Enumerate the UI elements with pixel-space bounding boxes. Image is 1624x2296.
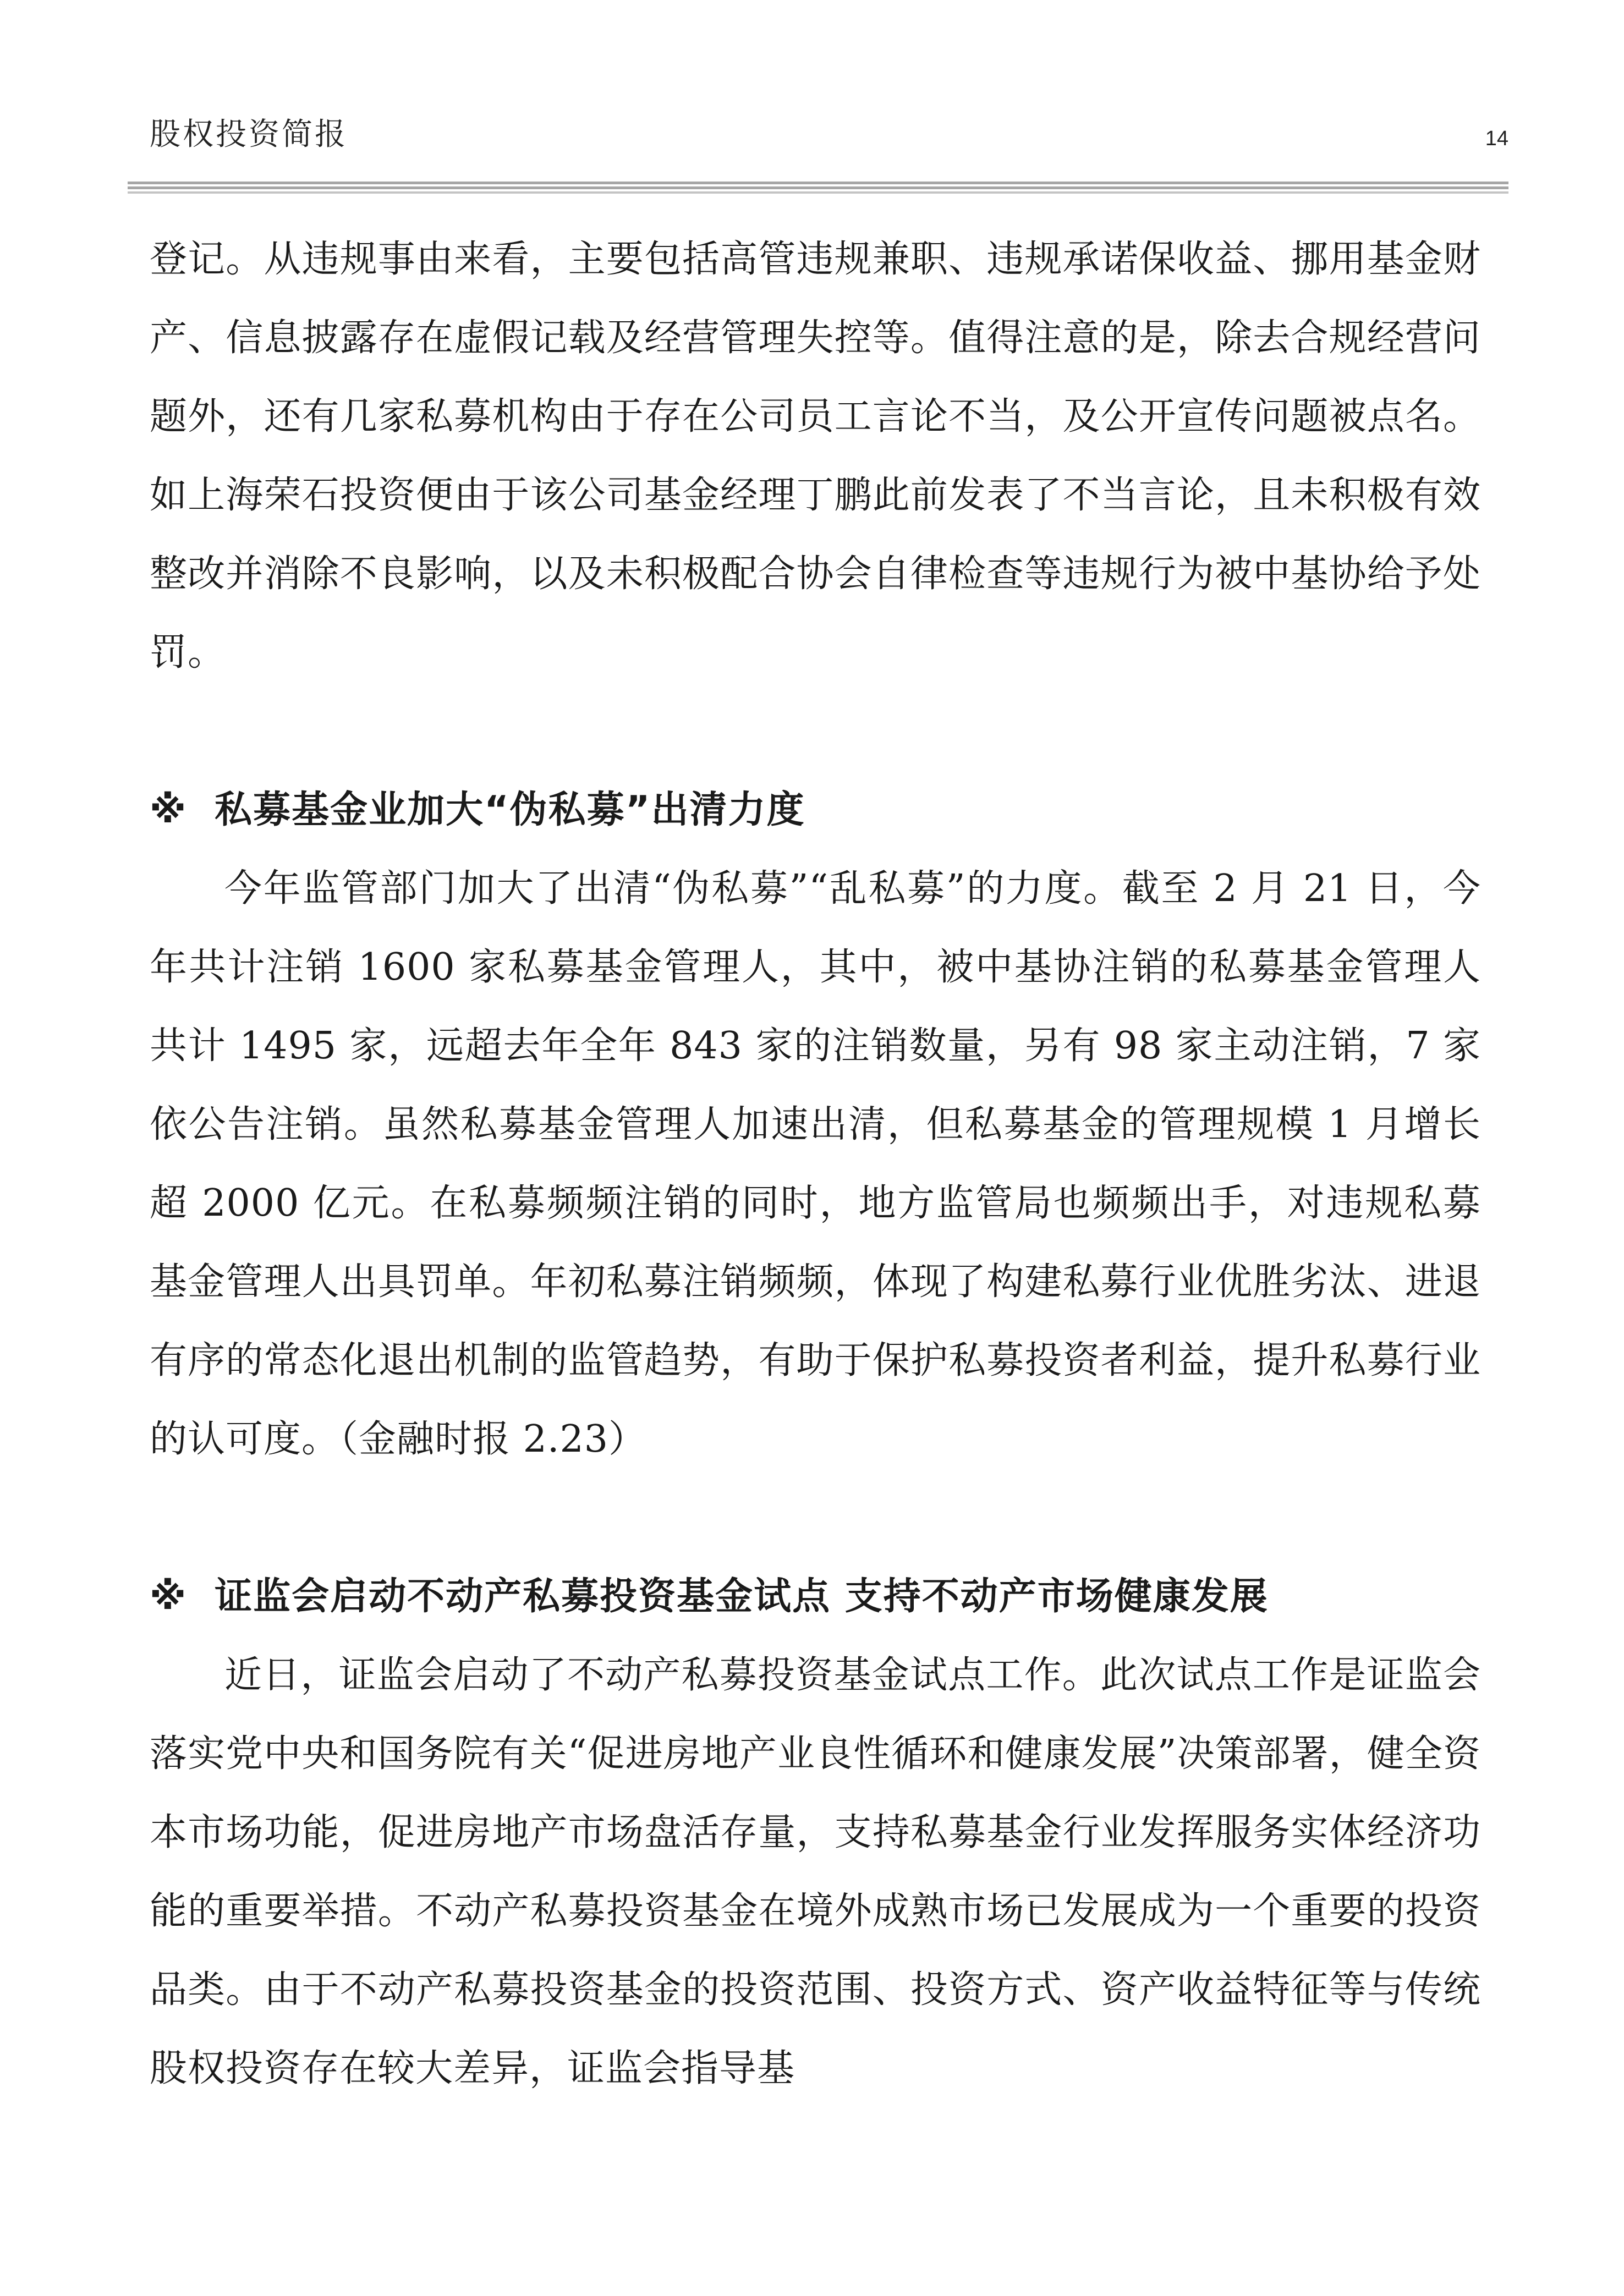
header-title: 股权投资简报: [150, 117, 348, 152]
reference-mark-icon: ※: [150, 1575, 188, 1618]
section-spacer: [150, 692, 1481, 771]
header-divider-line: [128, 191, 1508, 194]
intro-paragraph: 登记。从违规事由来看，主要包括高管违规兼职、违规承诺保收益、挪用基金财产、信息披露存在虚假记载及经营管理失控等。值得注意的是，除去合规经营问题外，还有几家私募机构由于存在公司员工言论不当，及公开宣传问题被点名。如上海荣石投资便由于该公司基金经理丁鹏此前发表了不当言论，且未积极有效整改并消除不良影响，以及未积极配合协会自律检查等违规行为被中基协给予处罚。: [150, 238, 1481, 674]
section-1: [150, 771, 1481, 1479]
reference-mark-icon: ※: [150, 788, 188, 832]
article-body: [150, 220, 1481, 2108]
header-divider-line: [128, 186, 1508, 189]
section-heading-text: 私募基金业加大“伪私募”出清力度: [215, 788, 805, 832]
section-spacer: [150, 1479, 1481, 1557]
page-number: 14: [1485, 127, 1508, 150]
header-divider: [128, 182, 1508, 195]
section-heading: [150, 771, 1481, 849]
section-heading-text: 证监会启动不动产私募投资基金试点 支持不动产市场健康发展: [215, 1575, 1269, 1618]
section-paragraph: 近日，证监会启动了不动产私募投资基金试点工作。此次试点工作是证监会落实党中央和国务院有关“促进房地产业良性循环和健康发展”决策部署，健全资本市场功能，促进房地产市场盘活存量，支持私募基金行业发挥服务实体经济功能的重要举措。不动产私募投资基金在境外成熟市场已发展成为一个重要的投资品类。由于不动产私募投资基金的投资范围、投资方式、资产收益特征等与传统股权投资存在较大差异，证监会指导基: [150, 1654, 1481, 2090]
section-paragraph: 今年监管部门加大了出清“伪私募”“乱私募”的力度。截至 2 月 21 日，今年共计注销 1600 家私募基金管理人，其中，被中基协注销的私募基金管理人共计 1495 家，远超去年全年 843 家的注销数量，另有 98 家主动注销，7 家依公告注销。虽然私募基金管理人加速出清，但私募基金的管理规模 1 月增长超 2000 亿元。在私募频频注销的同时，地方监管局也频频出手，对违规私募基金管理人出具罚单。年初私募注销频频，体现了构建私募行业优胜劣汰、进退有序的常态化退出机制的监管趋势，有助于保护私募投资者利益，提升私募行业的认可度。（金融时报 2.23）: [150, 867, 1481, 1461]
header-divider-line: [128, 182, 1508, 184]
section-heading: [150, 1557, 1481, 1636]
section-2: [150, 1557, 1481, 2108]
